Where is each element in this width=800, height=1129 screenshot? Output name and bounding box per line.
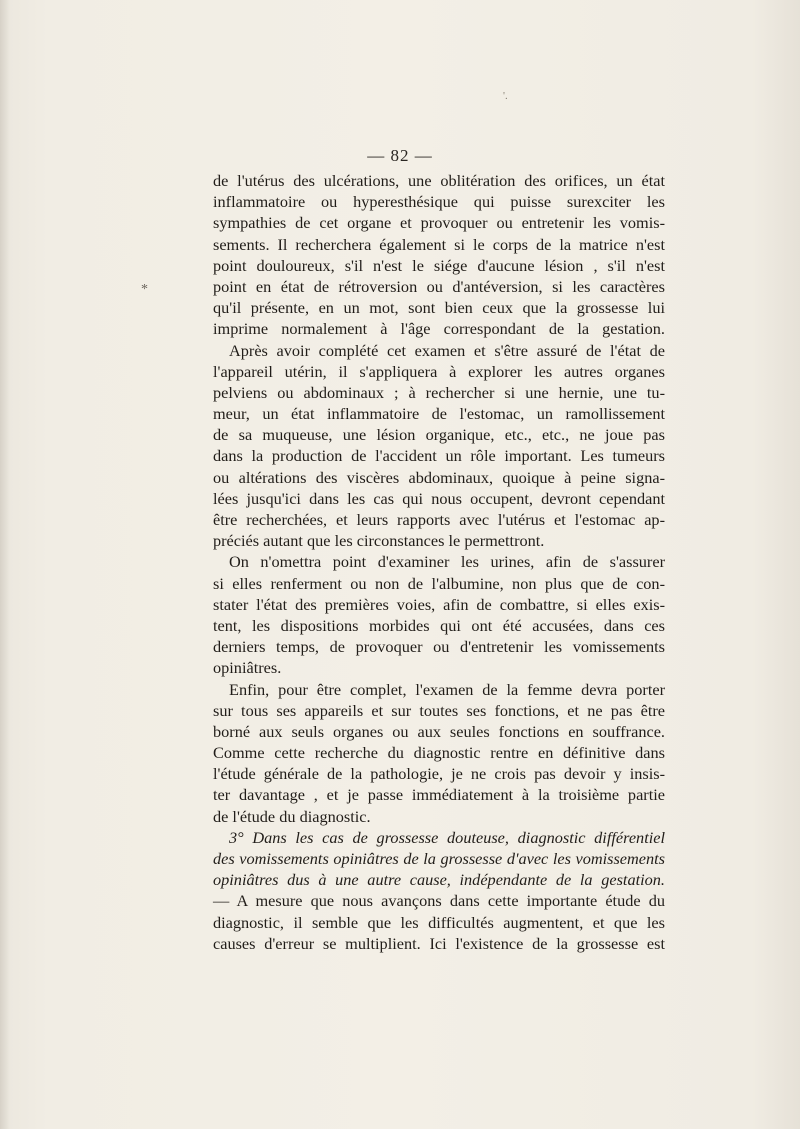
margin-mark: * [141, 282, 148, 297]
text-line: préciés autant que les circonstances le permettront. [213, 531, 545, 551]
text-line: ou altérations des viscères abdominaux, quoique à peine signa- [213, 467, 665, 487]
section-heading-line: 3° Dans les cas de grossesse douteuse, diagnostic différentiel [229, 827, 665, 847]
text-line: l'appareil utérin, il s'appliquera à explorer les autres organes [213, 361, 665, 381]
section-heading-line: des vomissements opiniâtres de la grossesse d'avec les vomissements [213, 849, 665, 868]
text-line: être recherchées, et leurs rapports avec l'utérus et l'estomac ap- [213, 510, 665, 529]
text-line: ter davantage , et je passe immédiatement à la troisième partie [213, 785, 665, 805]
text-line: l'étude générale de la pathologie, je ne crois pas devoir y insis- [213, 764, 665, 784]
text-line: sympathies de cet organe et provoquer ou entretenir les vomis- [213, 213, 665, 233]
text-line: dans la production de l'accident un rôle important. Les tumeurs [213, 446, 665, 466]
page-number: — 82 — [367, 146, 433, 165]
body-text [213, 170, 665, 954]
text-line: Après avoir complété cet examen et s'être assuré de l'état de [229, 340, 665, 360]
text-line: qu'il présente, en un mot, sont bien ceux que la grossesse lui [213, 298, 665, 318]
text-line: — A mesure que nous avançons dans cette importante étude du [213, 891, 665, 911]
text-line: point en état de rétroversion ou d'antéversion, si les caractères [213, 276, 665, 296]
text-line: inflammatoire ou hyperesthésique qui puisse surexciter les [213, 192, 665, 212]
ink-mark: '. [503, 90, 508, 102]
text-line: si elles renferment ou non de l'albumine, non plus que de con- [213, 573, 665, 593]
text-line: diagnostic, il semble que les difficultés augmentent, et que les [213, 912, 665, 932]
text-line: de l'étude du diagnostic. [213, 806, 371, 826]
text-line: pelviens ou abdominaux ; à rechercher si une hernie, une tu- [213, 382, 665, 402]
section-heading-line: opiniâtres dus à une autre cause, indépendante de la gestation. [213, 870, 665, 890]
text-line: causes d'erreur se multiplient. Ici l'existence de la grossesse est [213, 933, 665, 953]
text-line: Comme cette recherche du diagnostic rentre en définitive dans [213, 743, 665, 763]
text-line: sur tous ses appareils et sur toutes ses fonctions, et ne pas être [213, 700, 665, 720]
text-line: borné aux seuls organes ou aux seules fonctions en souffrance. [213, 721, 665, 741]
text-line: point douloureux, s'il n'est le siége d'aucune lésion , s'il n'est [213, 255, 665, 275]
text-line: derniers temps, de provoquer ou d'entretenir les vomissements [213, 637, 665, 657]
text-line: meur, un état inflammatoire de l'estomac, un ramollissement [213, 404, 665, 424]
text-line: imprime normalement à l'âge correspondant de la gestation. [213, 319, 665, 339]
text-line: sements. Il recherchera également si le corps de la matrice n'est [213, 234, 665, 254]
text-line: tent, les dispositions morbides qui ont été accusées, dans ces [213, 615, 665, 635]
text-line: Enfin, pour être complet, l'examen de la femme devra porter [229, 679, 665, 699]
text-line: lées jusqu'ici dans les cas qui nous occupent, devront cependant [213, 488, 665, 508]
page-edge-shadow [0, 0, 10, 1129]
text-line: de l'utérus des ulcérations, une oblitération des orifices, un état [213, 171, 665, 190]
text-line: de sa muqueuse, une lésion organique, etc., etc., ne joue pas [213, 425, 665, 445]
text-line: stater l'état des premières voies, afin de combattre, si elles exis- [213, 594, 665, 614]
text-line: opiniâtres. [213, 658, 282, 678]
text-line: On n'omettra point d'examiner les urines, afin de s'assurer [229, 552, 665, 572]
